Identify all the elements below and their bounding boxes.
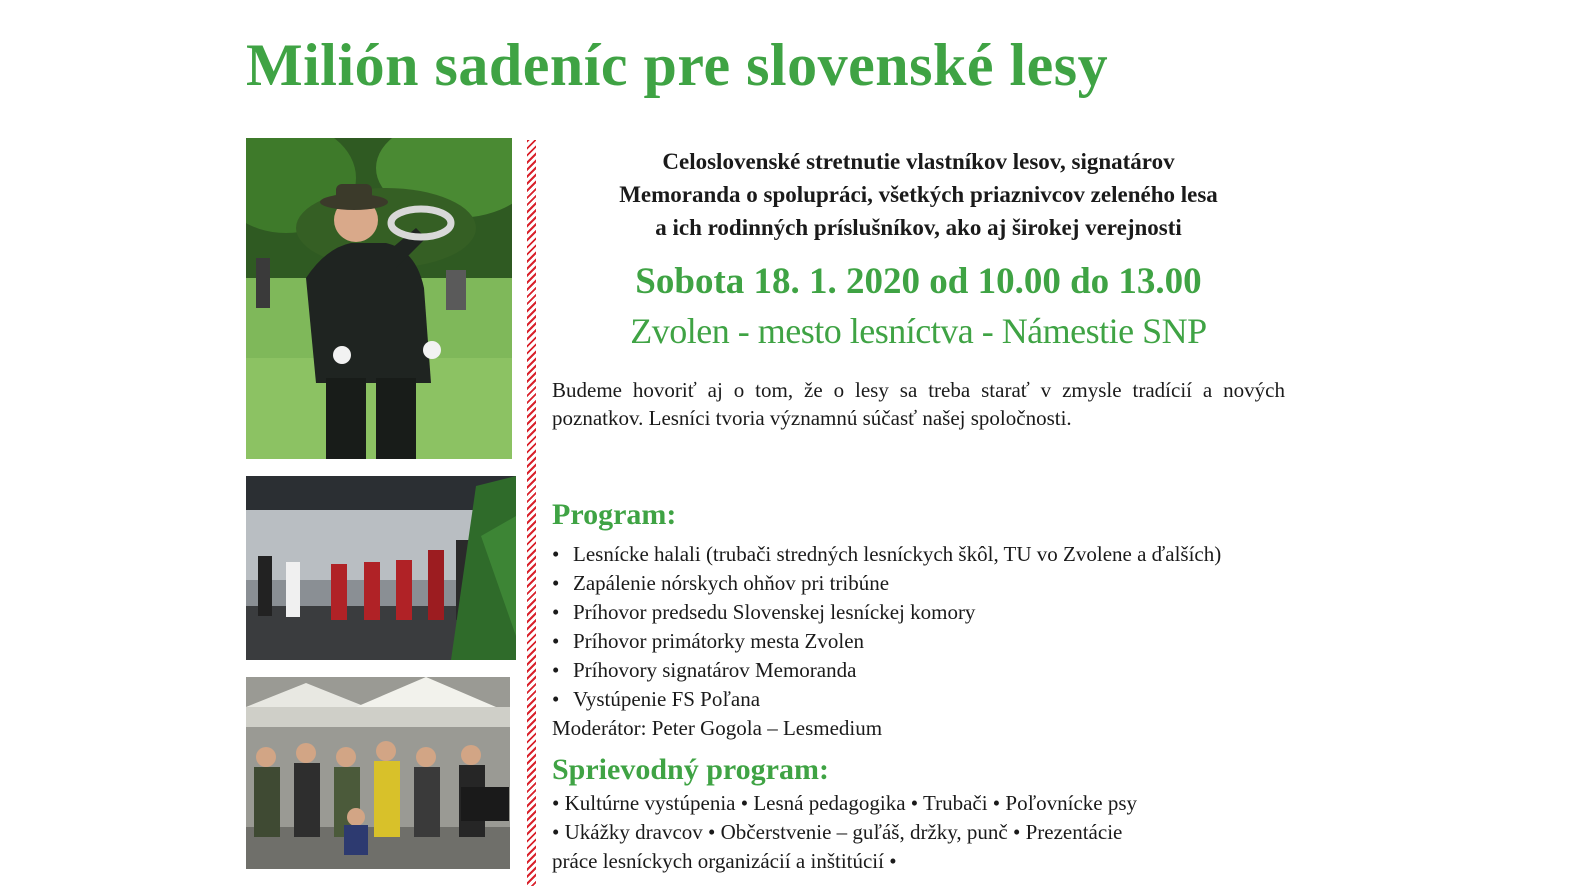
description-paragraph: Budeme hovoriť aj o tom, že o lesy sa treba starať v zmysle tradícií a nových poznatkov. Lesníci tvoria významnú súčasť našej spoločnosti. (552, 378, 1285, 430)
program-item (552, 540, 1221, 569)
program-item-label: Zapálenie nórskych ohňov pri tribúne (573, 571, 890, 595)
side-program-line-2: • Ukážky dravcov • Občerstvenie – guľáš, držky, punč • Prezentácie (552, 820, 1123, 844)
program-list (552, 540, 1221, 714)
program-item (552, 569, 1221, 598)
bullet: • (552, 542, 560, 566)
side-program-line-3: práce lesníckych organizácií a inštitúcií • (552, 849, 897, 873)
program-item-label: Vystúpenie FS Poľana (573, 687, 761, 711)
side-program-text (552, 789, 1137, 876)
intro-text (552, 145, 1285, 244)
bullet: • (552, 687, 560, 711)
program-item-label: Príhovor primátorky mesta Zvolen (573, 629, 865, 653)
intro-line-3: a ich rodinných príslušníkov, ako aj širokej verejnosti (655, 215, 1182, 240)
moderator-line: Moderátor: Peter Gogola – Lesmedium (552, 716, 883, 740)
event-date: Sobota 18. 1. 2020 od 10.00 do 13.00 (635, 261, 1202, 302)
program-heading: Program: (552, 498, 677, 531)
folk-stage-photo (246, 476, 516, 660)
intro-line-2: Memoranda o spolupráci, všetkých priaznivcov zeleného lesa (619, 182, 1218, 207)
program-item-label: Príhovory signatárov Memoranda (573, 658, 857, 682)
bullet: • (552, 600, 560, 624)
program-item (552, 656, 1221, 685)
program-item (552, 685, 1221, 714)
forester-horn-photo (246, 138, 512, 459)
program-item-label: Lesnícke halali (trubači stredných lesníckych škôl, TU vo Zvolene a ďalších) (573, 542, 1222, 566)
event-place: Zvolen - mesto lesníctva - Námestie SNP (630, 311, 1207, 351)
bullet: • (552, 571, 560, 595)
program-item-label: Príhovor predsedu Slovenskej lesníckej komory (573, 600, 976, 624)
vertical-divider (527, 140, 536, 886)
side-program-heading: Sprievodný program: (552, 753, 829, 786)
bullet: • (552, 629, 560, 653)
program-item (552, 598, 1221, 627)
intro-line-1: Celoslovenské stretnutie vlastníkov lesov, signatárov (662, 149, 1175, 174)
program-item (552, 627, 1221, 656)
side-program-line-1: • Kultúrne vystúpenia • Lesná pedagogika • Trubači • Poľovnícke psy (552, 791, 1138, 815)
bullet: • (552, 658, 560, 682)
crowd-photo (246, 677, 510, 869)
page-title: Milión sadeníc pre slovenské lesy (246, 32, 1109, 98)
